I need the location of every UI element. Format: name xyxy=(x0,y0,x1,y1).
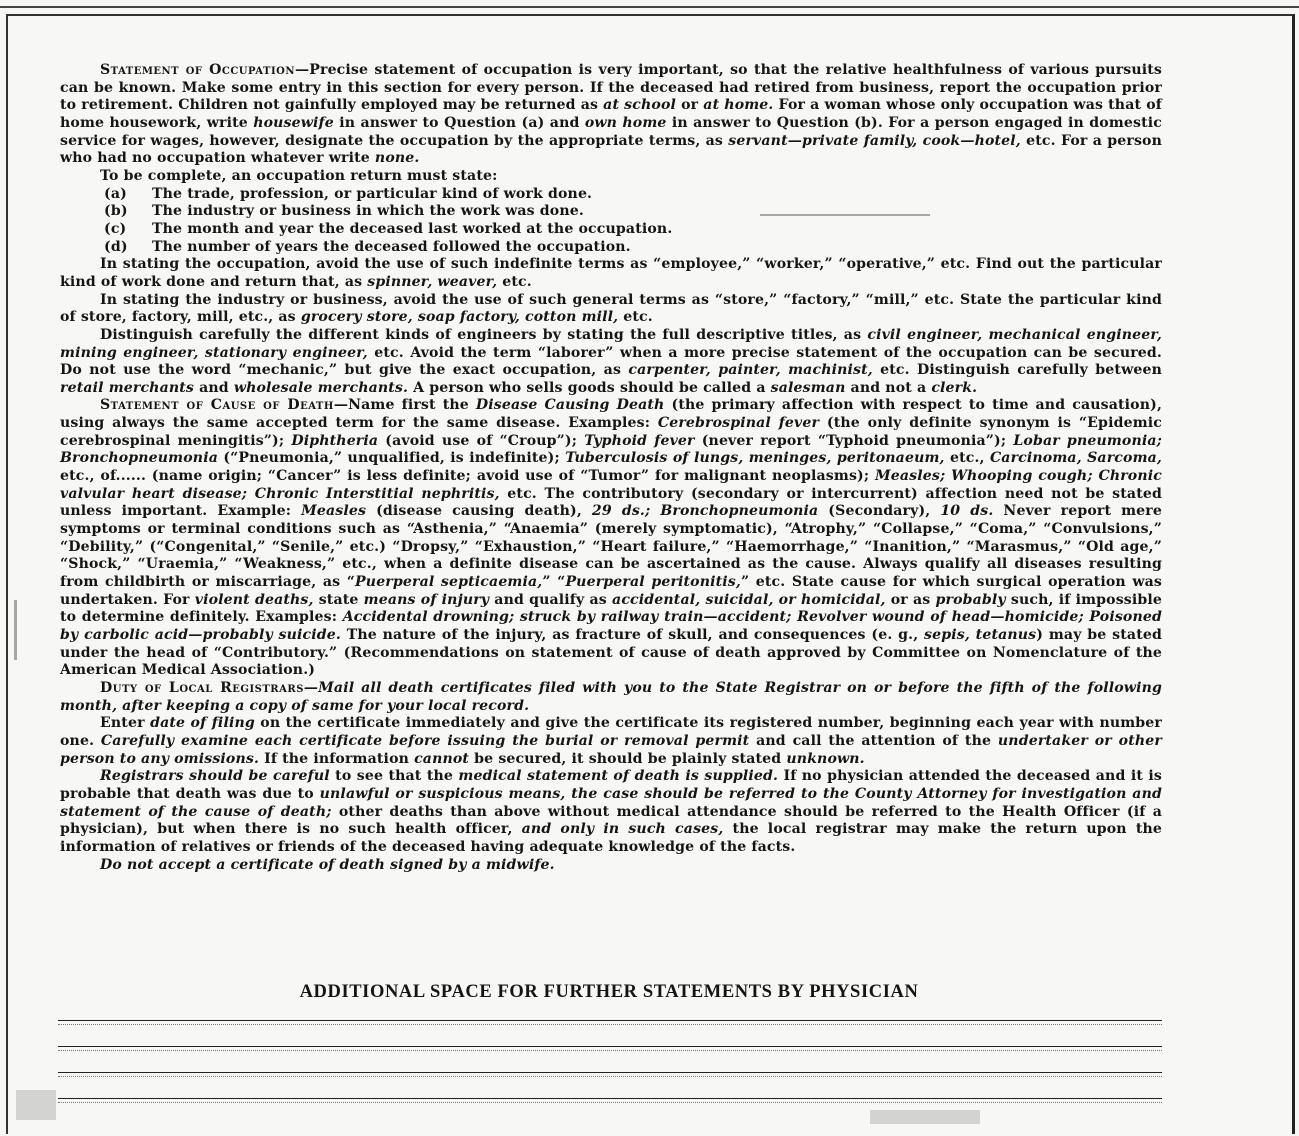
engineers-paragraph: Distinguish carefully the different kinds of engineers by stating the full descriptive titles, as civil engineer, mechanical engineer, mining engineer, stationary engineer, etc. Avoid the term “laborer” when a more precise statement of the occupation can be secured. Do not use the word “mechanic,” but give the exact occupation, as carpenter, painter, machinist, etc. Distinguish carefully between retail merchants and wholesale merchants. A person who sells goods should be called a salesman and not a clerk. xyxy=(60,326,1162,396)
complete-intro: To be complete, an occupation return must state: xyxy=(100,167,498,184)
scan-noise xyxy=(14,600,17,660)
enter-date-paragraph: Enter date of filing on the certificate immediately and give the certificate its registered number, beginning each year with number one. Carefully examine each certificate before issuing the burial or removal permit and call the attention of the undertaker or other person to any omissions. If the information cannot be secured, it should be plainly stated unknown. xyxy=(60,715,1162,767)
list-item: (b) The industry or business in which the work was done. xyxy=(104,203,584,220)
physician-statement-line xyxy=(58,1020,1162,1021)
occupation-paragraph: Statement of Occupation—Precise statement of occupation is very important, so that the relative healthfulness of various pursuits can be known. Make some entry in this section for every person. If the deceased had retired from business, report the occupation prior to retirement. Children not gainfully employed may be returned as at school or at home. For a woman whose only occupation was that of home housework, write housewife in answer to Question (a) and own home in answer to Question (b). For a person engaged in domestic service for wages, however, designate the occupation by the appropriate terms, as servant—private family, cook—hotel, etc. For a person who had no occupation whatever write none. xyxy=(60,62,1163,167)
scan-noise xyxy=(760,214,930,216)
scan-noise xyxy=(870,1110,980,1124)
instructions-body xyxy=(60,62,1162,874)
registrars-paragraph: Registrars should be careful to see that the medical statement of death is supplied. If no physician attended the deceased and it is probable that death was due to unlawful or suspicious means, the case should be referred to the County Attorney for investigation and statement of the cause of death; other deaths than above without medical attendance should be referred to the Health Officer (if a physician), but when there is no such health officer, and only in such cases, the local registrar may make the return upon the information of relatives or friends of the deceased having adequate knowledge of the facts. xyxy=(60,768,1162,855)
section-heading: Statement of Cause of Death xyxy=(100,397,334,414)
physician-statement-line xyxy=(58,1072,1162,1073)
occupation-terms-paragraph: In stating the occupation, avoid the use of such indefinite terms as “employee,” “worker,” “operative,” etc. Find out the particular kind of work done and return that, as spinner, weaver, etc. xyxy=(60,256,1162,290)
physician-statement-line xyxy=(58,1098,1162,1099)
scan-noise xyxy=(16,1090,56,1120)
midwife-note: Do not accept a certificate of death signed by a midwife. xyxy=(100,856,555,873)
list-item: (d) The number of years the deceased followed the occupation. xyxy=(104,238,631,255)
duty-paragraph: Duty of Local Registrars—Mail all death certificates filed with you to the State Registrar on or before the fifth of the following month, after keeping a copy of same for your local record. xyxy=(60,679,1163,714)
physician-statement-line xyxy=(58,1046,1162,1047)
section-heading: Statement of Occupation xyxy=(100,62,295,78)
top-border-rule xyxy=(0,6,1299,8)
cause-of-death-paragraph: Statement of Cause of Death—Name first the Disease Causing Death (the primary affection with respect to time and causation), using always the same accepted term for the same disease. Examples: Cerebrospinal fever (the only definite synonym is “Epidemic cerebrospinal meningitis”); Diphtheria (avoid use of “Croup”); Typhoid fever (never report “Typhoid pneumonia”); Lobar pneumonia; Bronchopneumonia (“Pneumonia,” unqualified, is indefinite); Tuberculosis of lungs, meninges, peritonaeum, etc., Carcinoma, Sarcoma, etc., of...... (name origin; “Cancer” is less definite; avoid use of “Tumor” for malignant neoplasms); Measles; Whooping cough; Chronic valvular heart disease; Chronic Interstitial nephritis, etc. The contributory (secondary or intercurrent) affection need not be stated unless important. Example: Measles (disease causing death), 29 ds.; Bronchopneumonia (Secondary), 10 ds. Never report mere symptoms or terminal conditions such as “Asthenia,” “Anaemia” (merely symptomatic), “Atrophy,” “Collapse,” “Coma,” “Convulsions,” “Debility,” (“Congenital,” “Senile,” etc.) “Dropsy,” “Exhaustion,” “Heart failure,” “Haemorrhage,” “Inanition,” “Marasmus,” “Old age,” “Shock,” “Uraemia,” “Weakness,” etc., when a definite disease can be ascertained as the cause. Always qualify all diseases resulting from childbirth or miscarriage, as “Puerperal septicaemia,” “Puerperal peritonitis,” etc. State cause for which surgical operation was undertaken. For violent deaths, state means of injury and qualify as accidental, suicidal, or homicidal, or as probably such, if impossible to determine definitely. Examples: Accidental drowning; struck by railway train—accident; Revolver wound of head—homicide; Poisoned by carbolic acid—probably suicide. The nature of the injury, as fracture of skull, and consequences (e. g., sepis, tetanus) may be stated under the head of “Contributory.” (Recommendations on statement of cause of death approved by Committee on Nomenclature of the American Medical Association.) xyxy=(60,397,1163,679)
section-heading: Duty of Local Registrars xyxy=(100,679,304,696)
additional-space-heading: ADDITIONAL SPACE FOR FURTHER STATEMENTS BY PHYSICIAN xyxy=(299,982,919,1002)
industry-paragraph: In stating the industry or business, avoid the use of such general terms as “store,” “factory,” “mill,” etc. State the particular kind of store, factory, mill, etc., as grocery store, soap factory, cotton mill, etc. xyxy=(60,291,1162,326)
occupation-requirements-list xyxy=(104,186,1162,257)
list-item: (c) The month and year the deceased last worked at the occupation. xyxy=(104,220,673,237)
list-item: (a) The trade, profession, or particular kind of work done. xyxy=(104,185,593,202)
